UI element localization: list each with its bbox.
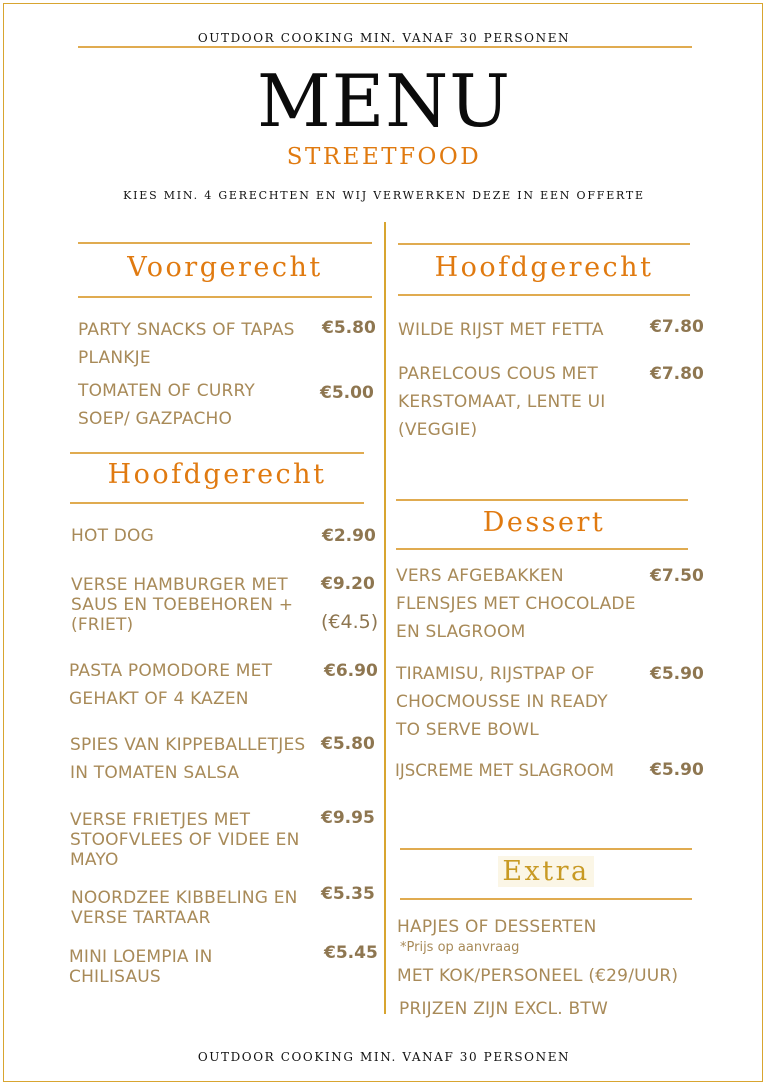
section-rule <box>78 296 372 298</box>
item-price: €5.45 <box>324 943 378 963</box>
item-price: €9.20 <box>321 574 375 594</box>
item-price: €5.90 <box>650 760 704 780</box>
extra-line: MET KOK/PERSONEEL (€29/UUR) <box>397 966 679 986</box>
item-line: (FRIET) <box>71 615 134 635</box>
menu-item <box>396 660 646 744</box>
menu-item <box>78 316 318 372</box>
column-divider <box>384 222 386 1014</box>
instruction-text: KIES MIN. 4 GERECHTEN EN WIJ VERWERKEN DEZE IN EEN OFFERTE <box>123 189 645 202</box>
extra-line: HAPJES OF DESSERTEN <box>397 917 597 937</box>
item-price: €5.80 <box>322 318 376 338</box>
top-divider <box>78 46 692 48</box>
section-rule <box>398 294 690 296</box>
item-line: SPIES VAN KIPPEBALLETJES <box>70 735 306 755</box>
section-heading-extra <box>400 856 692 887</box>
item-line: KERSTOMAAT, LENTE UI <box>398 392 606 412</box>
section-heading-hoofdgerecht: Hoofdgerecht <box>107 459 327 490</box>
top-note: OUTDOOR COOKING MIN. VANAF 30 PERSONEN <box>197 31 571 45</box>
menu-item <box>78 377 318 433</box>
menu-item <box>396 562 651 646</box>
section-rule <box>396 548 688 550</box>
item-line: FLENSJES MET CHOCOLADE <box>396 594 636 614</box>
item-line: GEHAKT OF 4 KAZEN <box>69 689 249 709</box>
menu-item <box>70 810 320 870</box>
item-line: PARELCOUS COUS MET <box>398 364 598 384</box>
section-rule <box>400 848 692 850</box>
section-heading-dessert: Dessert <box>482 507 606 538</box>
item-price: €5.80 <box>321 734 375 754</box>
section-rule <box>400 898 692 900</box>
section-rule <box>396 499 688 501</box>
item-price-secondary: (€4.5) <box>321 611 379 633</box>
section-heading-voorgerecht: Voorgerecht <box>127 252 323 283</box>
menu-item <box>71 888 321 928</box>
item-line: VERSE HAMBURGER MET <box>71 575 288 595</box>
item-line: IN TOMATEN SALSA <box>70 763 240 783</box>
section-rule <box>70 452 364 454</box>
section-heading-hoofdgerecht-right: Hoofdgerecht <box>434 252 654 283</box>
menu-item <box>71 575 321 635</box>
item-line: MINI LOEMPIA IN <box>69 947 213 967</box>
item-line: TOMATEN OF CURRY <box>78 381 255 401</box>
item-line: SAUS EN TOEBEHOREN + <box>71 595 294 615</box>
item-line: STOOFVLEES OF VIDEE EN <box>70 830 300 850</box>
item-line: TIRAMISU, RIJSTPAP OF <box>396 664 595 684</box>
extra-heading-text: Extra <box>498 856 593 887</box>
menu-item <box>398 316 643 344</box>
item-line: CHILISAUS <box>69 967 161 987</box>
item-line: NOORDZEE KIBBELING EN <box>71 888 298 908</box>
item-line: PLANKJE <box>78 348 151 368</box>
item-line: CHOCMOUSSE IN READY <box>396 692 608 712</box>
item-line: HOT DOG <box>71 526 154 546</box>
section-rule <box>70 502 364 504</box>
item-price: €7.80 <box>650 317 704 337</box>
item-line: SOEP/ GAZPACHO <box>78 409 233 429</box>
item-price: €9.95 <box>321 808 375 828</box>
item-line: WILDE RIJST MET FETTA <box>398 320 604 340</box>
section-rule <box>78 242 372 244</box>
item-line: PASTA POMODORE MET <box>69 661 273 681</box>
item-price: €5.35 <box>321 884 375 904</box>
price-note: *Prijs op aanvraag <box>400 940 520 955</box>
item-price: €7.80 <box>650 364 704 384</box>
item-price: €7.50 <box>650 566 704 586</box>
menu-item <box>398 360 643 444</box>
bottom-note: OUTDOOR COOKING MIN. VANAF 30 PERSONEN <box>197 1050 571 1064</box>
page-title: MENU <box>257 59 511 143</box>
menu-item <box>70 731 320 787</box>
item-line: (VEGGIE) <box>398 420 478 440</box>
menu-item <box>71 522 154 550</box>
item-line: PARTY SNACKS OF TAPAS <box>78 320 295 340</box>
menu-item <box>69 657 319 713</box>
item-line: VERSE FRIETJES MET <box>70 810 251 830</box>
extra-line: PRIJZEN ZIJN EXCL. BTW <box>399 999 608 1019</box>
item-line: IJSCREME MET SLAGROOM <box>395 761 615 780</box>
item-price: €2.90 <box>322 526 376 546</box>
page-subtitle: STREETFOOD <box>286 144 482 170</box>
item-line: VERSE TARTAAR <box>71 908 211 928</box>
menu-item <box>395 757 650 785</box>
item-line: VERS AFGEBAKKEN <box>396 566 564 586</box>
item-line: EN SLAGROOM <box>396 622 526 642</box>
item-price: €6.90 <box>324 661 378 681</box>
item-line: TO SERVE BOWL <box>396 720 539 740</box>
item-price: €5.90 <box>650 664 704 684</box>
section-rule <box>398 243 690 245</box>
item-line: MAYO <box>70 850 119 870</box>
menu-item <box>69 947 319 987</box>
item-price: €5.00 <box>320 383 374 403</box>
